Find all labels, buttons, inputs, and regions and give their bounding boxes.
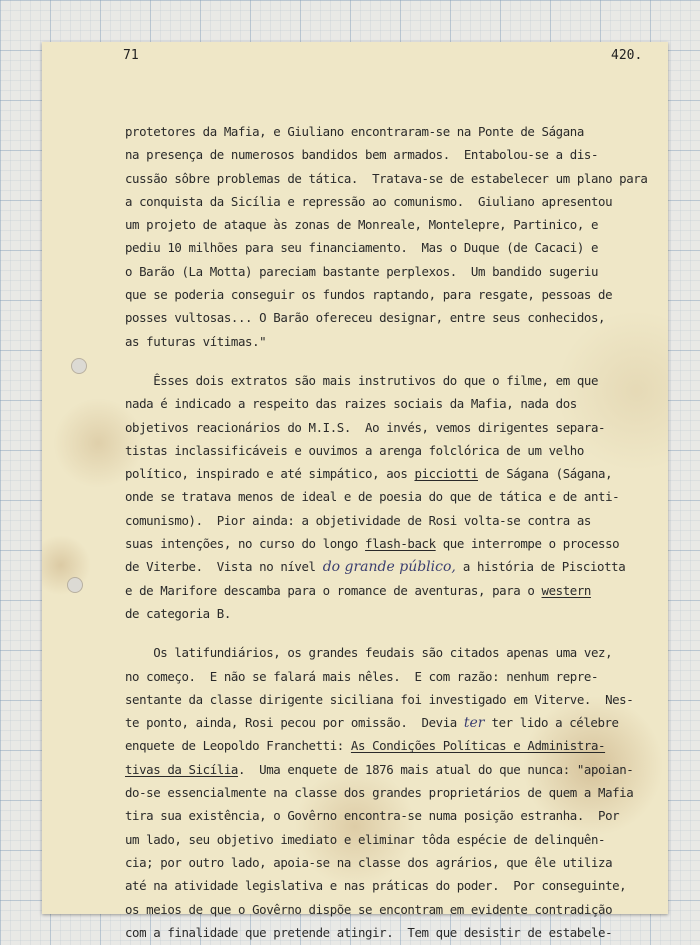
typed-text: do-se essencialmente na classe dos grandes proprietários de quem a Mafia: [125, 785, 634, 801]
text-line: [125, 190, 685, 213]
typed-text: posses vultosas... O Barão ofereceu designar, entre seus conhecidos,: [125, 310, 606, 326]
typed-text: um projeto de ataque às zonas de Monreale, Montelepre, Partinico, e: [125, 217, 599, 233]
paragraph-gap: [125, 625, 685, 641]
typed-text: . Uma enquete de 1876 mais atual do que nunca: "apoian-: [237, 761, 634, 777]
typed-text: comunismo). Pior ainda: a objetividade de Rosi volta-se contra as: [125, 512, 591, 528]
text-line: [125, 758, 685, 781]
text-line: [125, 283, 685, 306]
typed-text: um lado, seu objetivo imediato e eliminar tôda espécie de delinquên-: [125, 831, 606, 847]
typed-text: cussão sôbre problemas de tática. Tratava-se de estabelecer um plano para: [125, 170, 648, 186]
text-line: [125, 579, 685, 602]
underlined-text: western: [541, 582, 591, 598]
text-line: [125, 641, 685, 664]
paragraph: [125, 369, 685, 625]
text-line: [125, 898, 685, 921]
typed-text: onde se tratava menos de ideal e de poesia do que de tática e de anti-: [125, 489, 620, 505]
text-line: [125, 665, 685, 688]
typed-text: Êsses dois extratos são mais instrutivos do que o filme, em que: [125, 372, 599, 388]
typed-page: [42, 42, 668, 940]
typed-text: e de Marifore descamba para o romance de aventuras, para o: [125, 582, 542, 598]
typed-text: na presença de numerosos bandidos bem armados. Entabolou-se a dis-: [125, 147, 599, 163]
typed-text: de Ságana (Ságana,: [478, 466, 613, 482]
page-number-left: 71: [123, 48, 139, 63]
typed-text: que se poderia conseguir os fundos raptando, para resgate, pessoas de: [125, 287, 613, 303]
text-line: [125, 874, 685, 897]
text-line: [125, 369, 685, 392]
typed-text: de Viterbe. Vista no nível: [125, 559, 323, 575]
typed-text: no começo. E não se falará mais nêles. E com razão: nenhum repre-: [125, 668, 599, 684]
text-line: [125, 602, 685, 625]
text-line: [125, 921, 685, 944]
text-line: [125, 462, 685, 485]
text-line: [125, 734, 685, 757]
typed-text: enquete de Leopoldo Franchetti:: [125, 738, 351, 754]
typed-text: político, inspirado e até simpático, aos: [125, 466, 415, 482]
typed-text: que interrompe o processo: [435, 536, 620, 552]
typed-text: suas intenções, no curso do longo: [125, 536, 366, 552]
typed-text: a história de Pisciotta: [455, 559, 626, 575]
text-line: [125, 485, 685, 508]
punch-hole-bottom: [67, 577, 83, 593]
text-line: [125, 416, 685, 439]
text-line: [125, 392, 685, 415]
page-number-right: 420.: [611, 48, 643, 63]
typed-text: pediu 10 milhões para seu financiamento. Mas o Duque (de Cacaci) e: [125, 240, 599, 256]
typed-text: tistas inclassificáveis e ouvimos a arenga folclórica de um velho: [125, 442, 584, 458]
typed-text: de categoria B.: [125, 605, 231, 621]
punch-hole-top: [71, 358, 87, 374]
text-line: [125, 306, 685, 329]
text-line: [125, 439, 685, 462]
typed-text: ter lido a célebre: [484, 715, 619, 731]
text-line: [125, 804, 685, 827]
typed-text: até na atividade legislativa e nas práticas do poder. Por conseguinte,: [125, 878, 627, 894]
typed-text: nada é indicado a respeito das raizes sociais da Mafia, nada dos: [125, 396, 577, 412]
text-line: [125, 532, 685, 555]
typed-text: a conquista da Sicília e repressão ao comunismo. Giuliano apresentou: [125, 193, 613, 209]
typed-text: objetivos reacionários do M.I.S. Ao invés, vemos dirigentes separa-: [125, 419, 606, 435]
underlined-text: tivas da Sicília: [125, 761, 238, 777]
typed-text: sentante da classe dirigente siciliana foi investigado em Viterve. Nes-: [125, 691, 634, 707]
text-line: [125, 330, 685, 353]
text-line: [125, 143, 685, 166]
handwritten-annotation: ter: [463, 715, 485, 732]
typed-text: Os latifundiários, os grandes feudais são citados apenas uma vez,: [125, 645, 613, 661]
typed-text: os meios de que o Govêrno dispõe se encontram em evidente contradição: [125, 901, 613, 917]
typed-text: cia; por outro lado, apoia-se na classe dos agrários, que êle utiliza: [125, 854, 613, 870]
typed-text: tira sua existência, o Govêrno encontra-se numa posição estranha. Por: [125, 808, 620, 824]
underlined-text: flash-back: [365, 536, 436, 552]
text-line: [125, 509, 685, 532]
text-line: [125, 236, 685, 259]
handwritten-annotation: do grande público,: [322, 559, 456, 576]
typed-text: protetores da Mafia, e Giuliano encontraram-se na Ponte de Ságana: [125, 124, 584, 139]
typed-text: com a finalidade que pretende atingir. Tem que desistir de estabele-: [125, 924, 613, 940]
text-line: [125, 555, 685, 578]
text-line: [125, 213, 685, 236]
typed-text: te ponto, ainda, Rosi pecou por omissão. Devia: [125, 715, 464, 731]
text-line: [125, 120, 685, 143]
text-line: [125, 167, 685, 190]
text-line: [125, 260, 685, 283]
text-line: [125, 688, 685, 711]
paragraph-gap: [125, 353, 685, 369]
text-line: [125, 851, 685, 874]
typed-text: o Barão (La Motta) pareciam bastante perplexos. Um bandido sugeriu: [125, 263, 599, 279]
paragraph: [125, 641, 685, 944]
text-line: [125, 711, 685, 734]
paragraph: [125, 120, 685, 353]
typed-text: as futuras vítimas.": [125, 333, 267, 349]
underlined-text: picciotti: [414, 466, 478, 482]
body-text: [125, 120, 685, 944]
text-line: [125, 828, 685, 851]
underlined-text: As Condições Políticas e Administra-: [350, 738, 606, 754]
text-line: [125, 781, 685, 804]
